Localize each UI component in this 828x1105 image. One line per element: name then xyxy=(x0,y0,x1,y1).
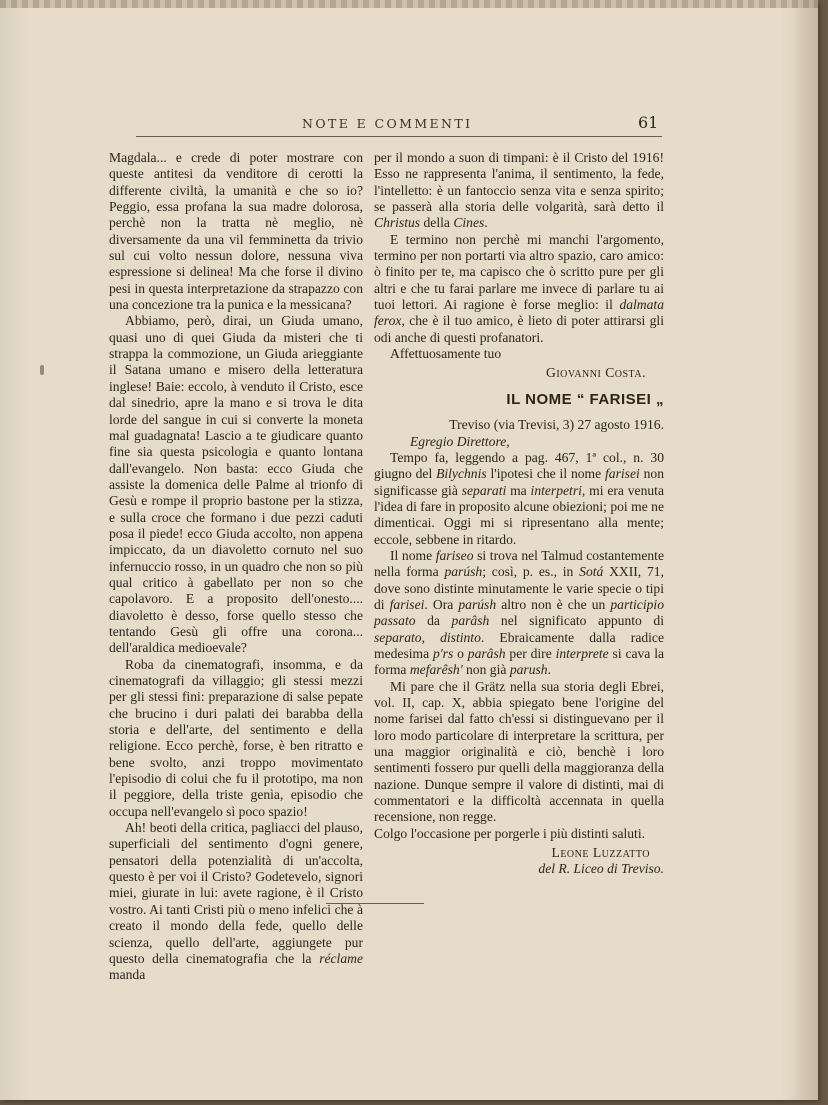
paragraph: Colgo l'occasione per porgerle i più distinti saluti. xyxy=(374,825,646,841)
paragraph: per il mondo a suon di timpani: è il Cristo del 1916! Esso ne rappresenta l'anima, il sentimento, la fede, l'intelletto: è un fantoccio senza vita e senza spirito; se passerà alla storia delle volgarità, sarà detto il Christus della Cines. xyxy=(374,150,664,231)
paragraph: Magdala... e crede di poter mostrare con queste antitesi da venditore di cerotti la differente civiltà, la umanità e che so io? Peggio, essa profana la sua madre dolorosa, perchè non la tratta nè meglio, nè diversamente da una vil femminetta da trivio sul cui volto nessun dolore, nessuna viva espressione si delinea! Ma che forse il divino pesi in questa interpretazione da strapazzo con una concezione tra la punica e la messicana? xyxy=(109,150,363,313)
running-header xyxy=(0,115,818,135)
running-title: NOTE E COMMENTI xyxy=(302,116,473,131)
paragraph: Il nome fariseo si trova nel Talmud costantemente nella forma parúsh; così, p. es., in Sotá XXII, 71, dove sono distinte minutamente le varie specie o tipi di farisei. Ora parúsh altro non è che un participio passato da parâsh nel significato appunto di separato, distinto. Ebraicamente dalla radice medesima p'rs o parâsh per dire interprete si cava la forma mefarêsh' non già parush. xyxy=(374,547,665,678)
page-number: 61 xyxy=(638,113,659,132)
paragraph: Tempo fa, leggendo a pag. 467, 1ª col., n. 30 giugno del Bilychnis l'ipotesi che il nome farisei non significasse già separati ma interpetri, mi era venuta l'idea di fare in proposito alcune obiezioni; poi me ne dimenticai. Oggi mi si ripresentano alla mente; eccole, sebbene in ritardo. xyxy=(374,449,665,547)
end-rule xyxy=(326,903,424,904)
signature-affiliation: del R. Liceo di Treviso. xyxy=(538,861,664,877)
signature: Giovanni Costa. xyxy=(546,365,646,381)
left-column xyxy=(109,150,363,984)
torn-top-edge xyxy=(0,0,818,8)
paragraph: Ah! beoti della critica, pagliacci del plauso, superficiali del sentimento d'ogni genere, pensatori della potenzialità di un'accolta, questo è per voi il Cristo? Godetevelo, signori miei, giurate in lui: avete ragione, è il Cristo vostro. Ai tanti Cristi più o meno infelici che à creato il mondo della fede, quello delle scienza, quello dell'arte, aggiungete pur questo della cinematografia che la réclame manda xyxy=(109,820,363,983)
dateline: Treviso (via Trevisi, 3) 27 agosto 1916. xyxy=(449,417,664,433)
salutation: Egregio Direttore, xyxy=(410,433,510,449)
header-rule xyxy=(136,136,662,137)
paragraph: Abbiamo, però, dirai, un Giuda umano, quasi uno di quei Giuda da misteri che ti strappa la commozione, un Giuda arieggiante il Satana umano e misero della letteratura inglese! Baie: eccolo, à venduto il Cristo, esce dal sinedrio, apre la mano e si trova le dita lorde del sangue in cui si converte la moneta mal guadagnata! Lascio a te giudicare quanto fine sia questa psicologia e quanto lontana dall'evangelo. Non basta: ecco Giuda che assiste la domenica delle Palme al trionfo di Gesù e rompe il proprio bastone per la stizza, e sulla croce che formano i due pezzi caduti posa il piede! ecco Giuda accolto, non appena impiccato, da un diavoletto cornuto nel suo infernuccio rosso, in un quadro che non so più qual critico à gabellato per non so che capolavoro. E a proposito dell'onesto.... diavoletto è desso, forse quello stesso che tentando Gesù gli offre una corona... dell'araldica medioevale? xyxy=(109,313,363,656)
closing: Affettuosamente tuo xyxy=(390,346,502,362)
signature-name: Leone Luzzatto xyxy=(551,845,650,861)
paper-stain xyxy=(40,365,44,375)
paragraph: Roba da cinematografi, insomma, e da cinematografi da villaggio; gli stessi mezzi per gli stessi fini: preparazione di salse pepate che brucino i duri palati dei barabba della storia e dell'arte, del sentimento e della religione. Ecco perchè, forse, è ben ritratto e bene svolto, anzi troppo movimentato l'episodio di colui che fu il prototipo, ma non il peggiore, della triste genìa, episodio che occupa nell'evangelo sì poco spazio! xyxy=(109,656,363,819)
page-edge-shadow xyxy=(792,0,818,1100)
article-heading: IL NOME “ FARISEI „ xyxy=(506,390,664,408)
paragraph: E termino non perchè mi manchi l'argomento, termino per non portarti via altro spazio, caro amico: ò finito per te, ma capisco che ò scritto pure per gli altri e che tu farai parlare me invece di parlare tu ai tuoi lettori. Ai ragione è forse meglio: il dalmata ferox, che è il tuo amico, è lieto di poter attirarsi gli odi anche di questi profanatori. xyxy=(374,231,664,345)
right-column xyxy=(374,150,664,878)
paragraph: Mi pare che il Grätz nella sua storia degli Ebrei, vol. II, cap. X, abbia spiegato bene l'origine del nome farisei dal fatto ch'essi si distinguevano per il loro modo particolare di interpretare la scrittura, per una maggior originalità e ciò, benchè i loro sentimenti fossero pur quelli della maggioranza della nazione. Dunque sempre il valore di distinti, mai di commentatori e la difficoltà accennata in quella recensione, non regge. xyxy=(374,678,664,825)
